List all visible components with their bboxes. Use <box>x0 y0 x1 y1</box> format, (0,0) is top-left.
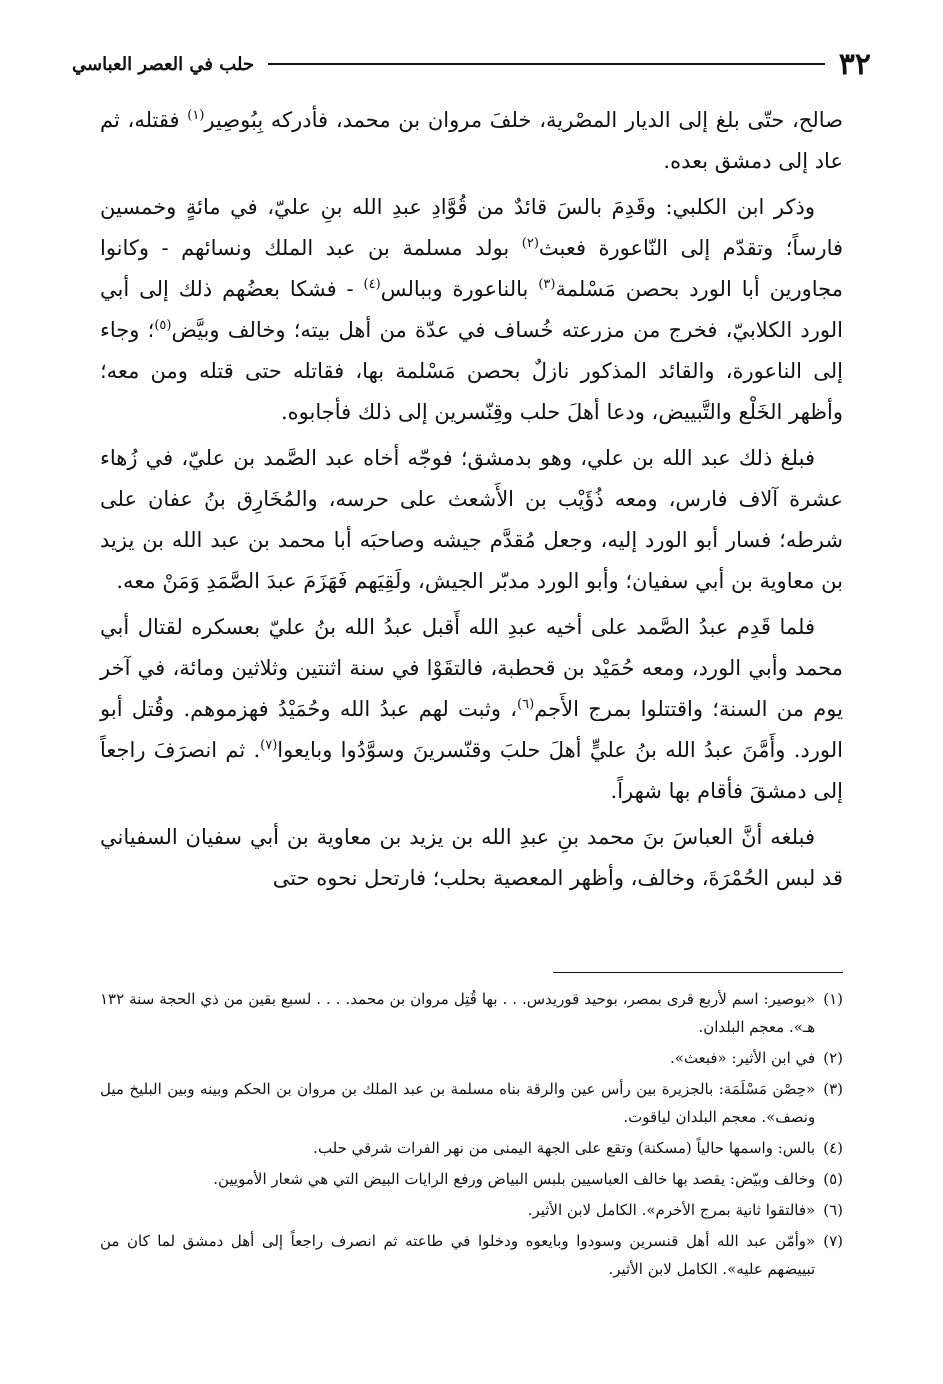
text-run: فقتله، ثم عاد إلى دمشق بعده. <box>100 108 843 173</box>
footnote-ref: (٧) <box>260 738 278 753</box>
footnote <box>100 1165 843 1193</box>
text-run: - فشكا بعضُهم ذلك إلى أبي الورد الكلابيّ، فخرج من مزرعته خُساف في عدّة من أهل بيته؛ وخالف وبيَّض <box>100 277 843 342</box>
footnote-text: وخالف وبيّض: يقصد بها خالف العباسيين بلبس البياض ورفع الرايات البيض التي هي شعار الأمويين. <box>213 1170 816 1188</box>
footnote-number: (٦) <box>823 1201 843 1219</box>
footnote-number: (٣) <box>823 1080 843 1098</box>
paragraph <box>100 187 843 433</box>
footnote-number: (٤) <box>823 1139 843 1157</box>
paragraph <box>100 100 843 182</box>
page-header <box>72 44 871 84</box>
footnote-ref: (٤) <box>363 277 381 292</box>
footnote-text: «حِصْن مَسْلَمَة: بالجزيرة بين رأس عين والرقة بناه مسلمة بن عبد الملك بن مروان بن الحكم وبينه وبين البليخ ميل ونصف». معجم البلدان لياقوت. <box>100 1080 816 1126</box>
footnote-number: (٧) <box>823 1232 843 1250</box>
main-text <box>100 100 843 904</box>
running-title: حلب في العصر العباسي <box>72 53 255 75</box>
footnote <box>100 1196 843 1224</box>
text-run: فلما قَدِم عبدُ الصَّمد على أخيه عبدِ الله أَقبل عبدُ الله بنُ عليّ بعسكره لقتال أبي محمد وأبي الورد، ومعه حُمَيْد بن قحطبة، فالتقَوْا في سنة اثنتين وثلاثين ومائة، في آخر يوم من السنة؛ واقتتلوا بمرج الأَجم <box>100 615 843 721</box>
text-run: بالناعورة وببالس <box>380 277 529 301</box>
footnote-text: «بوصير: اسم لأربع قرى بمصر، بوحيد قوريدس. . . بها قُتِل مروان بن محمد. . . . لسبع بقين من ذي الحجة سنة ١٣٢ هـ». معجم البلدان. <box>100 990 816 1036</box>
header-rule <box>268 63 825 65</box>
footnote-ref: (٢) <box>521 236 539 251</box>
footnote-text: «فالتقوا ثانية بمرج الأخرم». الكامل لابن الأثير. <box>527 1201 816 1219</box>
footnote <box>100 1227 843 1283</box>
footnote-number: (١) <box>823 990 843 1008</box>
footnote-ref: (١) <box>187 108 205 123</box>
text-run: وذكر ابن الكلبي: وقَدِمَ بالسَ قائدٌ من قُوَّادِ عبدِ الله بنِ عليّ، في مائةٍ وخمسين فارساً؛ وتقدّم إلى النّاعورة فعبث <box>100 195 844 260</box>
text-run: بولد مسلمة بن عبد الملك ونسائهم - وكانوا مجاورين أبا الورد بحصن مَسْلمة <box>100 236 843 301</box>
footnote <box>100 985 843 1041</box>
footnote-number: (٥) <box>823 1170 843 1188</box>
footnote <box>100 1134 843 1162</box>
footnote-text: بالس: واسمها حالياً (مسكنة) وتقع على الجهة اليمنى من نهر الفرات شرقي حلب. <box>313 1139 816 1157</box>
text-run: ، وثبت لهم عبدُ الله وحُمَيْدُ فهزموهم. وقُتل أبو الورد. وأَمَّنَ عبدُ الله بنُ عليٍّ أهلَ حلبَ وقنّسرينَ وسوَّدُوا وبايعوا <box>100 697 843 762</box>
text-run: فبلغ ذلك عبد الله بن علي، وهو بدمشق؛ فوجّه أخاه عبد الصَّمد بن عليّ، في زُهاء عشرة آلاف فارس، ومعه ذُؤَيْب بن الأَشعث على حرسه، والمُخَارِق بنُ عفان على شرطه؛ فسار أبو الورد إليه، وجعل مُقدَّم جيشه وصاحبَه أبا محمد بن عبد الله بن يزيد بن معاوية بن أبي سفيان؛ وأبو الورد مدبّر الجيش، ولَقِيَهم فَهَزَمَ عبدَ الصَّمَدِ وَمَنْ معه. <box>100 446 843 593</box>
footnote <box>100 1075 843 1131</box>
footnote-ref: (٥) <box>154 318 172 333</box>
footnote-ref: (٣) <box>538 277 556 292</box>
text-run: صالح، حتّى بلغ إلى الديار المصْرية، خلفَ مروان بن محمد، فأدركه بِبُوصِير <box>204 108 843 132</box>
paragraph <box>100 607 843 812</box>
footnote-number: (٢) <box>823 1049 843 1067</box>
footnote-text: «وأمّن عبد الله أهل قنسرين وسودوا وبايعوه ودخلوا في طاعته ثم انصرف راجعاً إلى أهل دمشق لما كان من تبييضهم عليه». الكامل لابن الأثير. <box>100 1232 816 1278</box>
footnote-text: في ابن الأثير: «فبعث». <box>669 1049 816 1067</box>
footnote-separator <box>553 972 843 973</box>
footnote <box>100 1044 843 1072</box>
page-number: ٣٢ <box>838 46 871 82</box>
footnote-ref: (٦) <box>517 697 535 712</box>
footnotes <box>100 985 843 1286</box>
text-run: فبلغه أنَّ العباسَ بنَ محمد بنِ عبدِ الله بن يزيد بن معاوية بن أبي سفيان السفياني قد لبس الحُمْرَةَ، وخالف، وأظهر المعصية بحلب؛ فارتحل نحوه حتى <box>100 825 843 890</box>
text-run: ؛ وجاء إلى الناعورة، والقائد المذكور نازلٌ بحصن مَسْلمة بها، فقاتله حتى قتله ومن معه؛ وأظهر الخَلْع والتَّبييض، ودعا أهلَ حلب وقِنّسرين إلى ذلك فأجابوه. <box>100 318 843 424</box>
paragraph <box>100 438 843 602</box>
text-run: . ثم انصرَفَ راجعاً إلى دمشقَ فأقام بها شهراً. <box>100 738 843 803</box>
paragraph <box>100 817 843 899</box>
